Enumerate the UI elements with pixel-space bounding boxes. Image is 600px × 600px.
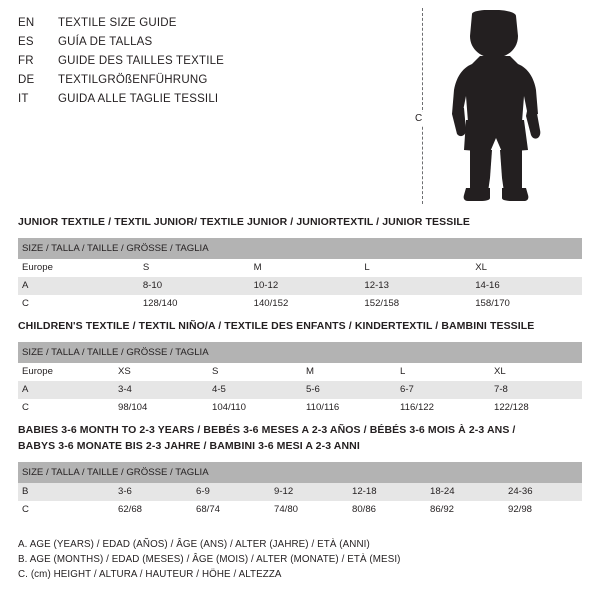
cell: 86/92	[426, 501, 504, 519]
cell: 74/80	[270, 501, 348, 519]
cell: 98/104	[114, 399, 208, 417]
row-label: A	[18, 381, 114, 399]
cell: S	[139, 259, 250, 277]
table-row	[18, 363, 582, 381]
section-title-babies: BABIES 3-6 MONTH TO 2-3 YEARS / BEBÉS 3-6 MESES A 2-3 AÑOS / BÉBÉS 3-6 MOIS À 2-3 ANS /	[18, 424, 516, 436]
cell: 122/128	[490, 399, 582, 417]
cell: XL	[471, 259, 582, 277]
cell: 80/86	[348, 501, 426, 519]
cell: S	[208, 363, 302, 381]
language-code: FR	[18, 55, 34, 67]
cell: XL	[490, 363, 582, 381]
table-header-label: SIZE / TALLA / TAILLE / GRÖSSE / TAGLIA	[18, 462, 582, 483]
cell: 104/110	[208, 399, 302, 417]
language-code: IT	[18, 93, 29, 105]
cell: 7-8	[490, 381, 582, 399]
table-header-label: SIZE / TALLA / TAILLE / GRÖSSE / TAGLIA	[18, 342, 582, 363]
language-row	[18, 14, 318, 33]
language-row	[18, 52, 318, 71]
cell: L	[360, 259, 471, 277]
language-code: EN	[18, 17, 35, 29]
cell: 140/152	[250, 295, 361, 313]
cell: 3-6	[114, 483, 192, 501]
table-header-row	[18, 462, 582, 483]
language-row	[18, 71, 318, 90]
language-title: GUÍA DE TALLAS	[58, 36, 153, 48]
cell: 128/140	[139, 295, 250, 313]
language-title: GUIDE DES TAILLES TEXTILE	[58, 55, 225, 67]
section-title-children: CHILDREN'S TEXTILE / TEXTIL NIÑO/A / TEXTILE DES ENFANTS / KINDERTEXTIL / BAMBINI TESSILE	[18, 320, 535, 332]
cell: 10-12	[250, 277, 361, 295]
table-row	[18, 381, 582, 399]
row-label: Europe	[18, 259, 139, 277]
cell: 68/74	[192, 501, 270, 519]
cell: 14-16	[471, 277, 582, 295]
row-label: C	[18, 501, 114, 519]
cell: 12-13	[360, 277, 471, 295]
table-row	[18, 399, 582, 417]
table-row	[18, 501, 582, 519]
table-header-row	[18, 342, 582, 363]
table-row	[18, 277, 582, 295]
table-junior	[18, 238, 582, 313]
toddler-silhouette-icon	[436, 10, 556, 202]
cell: 6-9	[192, 483, 270, 501]
section-title-junior: JUNIOR TEXTILE / TEXTIL JUNIOR/ TEXTILE JUNIOR / JUNIORTEXTIL / JUNIOR TESSILE	[18, 216, 470, 228]
cell: 24-36	[504, 483, 582, 501]
table-row	[18, 483, 582, 501]
legend-line-b: B. AGE (MONTHS) / EDAD (MESES) / ÂGE (MOIS) / ALTER (MONATE) / ETÀ (MESI)	[18, 554, 401, 565]
language-row	[18, 33, 318, 52]
section-title-babies-line2: BABYS 3-6 MONATE BIS 2-3 JAHRE / BAMBINI 3-6 MESI A 2-3 ANNI	[18, 440, 360, 452]
cell: M	[302, 363, 396, 381]
row-label: A	[18, 277, 139, 295]
cell: 12-18	[348, 483, 426, 501]
language-row	[18, 90, 318, 109]
cell: 8-10	[139, 277, 250, 295]
table-header-label: SIZE / TALLA / TAILLE / GRÖSSE / TAGLIA	[18, 238, 582, 259]
row-label: B	[18, 483, 114, 501]
cell: L	[396, 363, 490, 381]
height-measure-line	[422, 8, 423, 204]
language-code: ES	[18, 36, 34, 48]
table-babies	[18, 462, 582, 519]
row-label: Europe	[18, 363, 114, 381]
cell: XS	[114, 363, 208, 381]
language-title-block	[18, 14, 318, 109]
cell: 6-7	[396, 381, 490, 399]
language-title: GUIDA ALLE TAGLIE TESSILI	[58, 93, 219, 105]
table-row	[18, 259, 582, 277]
language-title: TEXTILGRÖßENFÜHRUNG	[58, 74, 208, 86]
cell: 116/122	[396, 399, 490, 417]
height-measure-label: C	[415, 113, 423, 124]
language-title: TEXTILE SIZE GUIDE	[58, 17, 177, 29]
legend-line-c: C. (cm) HEIGHT / ALTURA / HAUTEUR / HÖHE / ALTEZZA	[18, 569, 282, 580]
measurement-figure	[414, 8, 574, 204]
cell: 62/68	[114, 501, 192, 519]
cell: 5-6	[302, 381, 396, 399]
legend-line-a: A. AGE (YEARS) / EDAD (AÑOS) / ÂGE (ANS) / ALTER (JAHRE) / ETÀ (ANNI)	[18, 539, 370, 550]
row-label: C	[18, 295, 139, 313]
cell: 92/98	[504, 501, 582, 519]
cell: 110/116	[302, 399, 396, 417]
cell: 158/170	[471, 295, 582, 313]
cell: 18-24	[426, 483, 504, 501]
cell: 4-5	[208, 381, 302, 399]
table-header-row	[18, 238, 582, 259]
cell: M	[250, 259, 361, 277]
row-label: C	[18, 399, 114, 417]
cell: 152/158	[360, 295, 471, 313]
table-row	[18, 295, 582, 313]
cell: 9-12	[270, 483, 348, 501]
table-children	[18, 342, 582, 417]
language-code: DE	[18, 74, 35, 86]
cell: 3-4	[114, 381, 208, 399]
